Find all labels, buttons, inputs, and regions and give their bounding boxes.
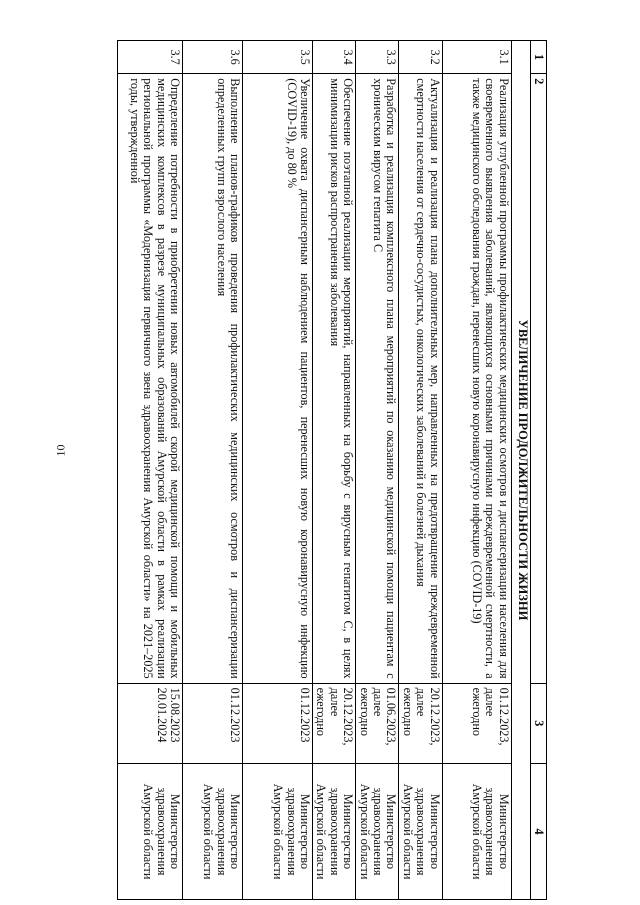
table-row (242, 41, 312, 900)
row-number: 3.2 (399, 41, 442, 74)
row-executor: Министерство здравоохранения Амурской области (312, 763, 355, 899)
row-number: 3.5 (242, 41, 312, 74)
row-executor: Министерство здравоохранения Амурской области (242, 763, 312, 899)
row-executor: Министерство здравоохранения Амурской области (442, 763, 511, 899)
row-executor: Министерство здравоохранения Амурской области (117, 763, 182, 899)
section-row (511, 41, 530, 900)
row-date: 20.12.2023, далее ежегодно (312, 683, 355, 763)
page-number: 10 (53, 444, 68, 457)
section-title: УВЕЛИЧЕНИЕ ПРОДОЛЖИТЕЛЬНОСТИ ЖИЗНИ (511, 41, 530, 900)
row-text: Реализация углубленной программы профилактических медицинских осмотров и диспансеризации населения для своевременного выявления заболеваний, являющихся основными причинами преждевременной смертности, а также медицинского обследования граждан, перенесших новую коронавирусную инфекцию (COVID-19) (442, 74, 511, 683)
row-number: 3.7 (117, 41, 182, 74)
table-row (399, 41, 442, 900)
row-text: Увеличение охвата диспансерным наблюдением пациентов, перенесших новую коронавирусную инфекцию (COVID-19), до 80 % (242, 74, 312, 683)
measures-table (117, 40, 547, 900)
table-row (356, 41, 399, 900)
table-header-row (530, 41, 546, 900)
row-text: Обеспечение поэтапной реализации мероприятий, направленных на борьбу с вирусным гепатитом С, в целях минимизации рисков распространения заболевания (312, 74, 355, 683)
row-date: 20.12.2023, далее ежегодно (399, 683, 442, 763)
row-date: 01.06.2023, далее ежегодно (356, 683, 399, 763)
row-text: Определение потребности в приобретении новых автомобилей скорой медицинской помощи и мобильных медицинских комплексов в разрезе муниципальных образований Амурской области в рамках реализации региональной программы «Модернизация первичного звена здравоохранения Амурской области» на 2021–2025 годы, утвержденной (117, 74, 182, 683)
row-text: Актуализация и реализация плана дополнительных мер, направленных на предотвращение преждевременной смертности населения от сердечно-сосудистых, онкологических заболеваний и болезней дыхания (399, 74, 442, 683)
header-col-2: 2 (530, 74, 546, 683)
row-number: 3.3 (356, 41, 399, 74)
table-row (117, 41, 182, 900)
header-col-3: 3 (530, 683, 546, 763)
table-row (182, 41, 242, 900)
rotated-table-container (92, 40, 547, 900)
header-col-4: 4 (530, 763, 546, 899)
row-date: 01.12.2023 (182, 683, 242, 763)
row-executor: Министерство здравоохранения Амурской области (182, 763, 242, 899)
row-number: 3.4 (312, 41, 355, 74)
row-date: 01.12.2023 (242, 683, 312, 763)
row-number: 3.6 (182, 41, 242, 74)
row-executor: Министерство здравоохранения Амурской области (356, 763, 399, 899)
header-col-1: 1 (530, 41, 546, 74)
row-date: 01.12.2023, далее ежегодно (442, 683, 511, 763)
row-date: 15.08.2023 20.01.2024 (117, 683, 182, 763)
row-number: 3.1 (442, 41, 511, 74)
row-executor: Министерство здравоохранения Амурской области (399, 763, 442, 899)
table-row (442, 41, 511, 900)
row-text: Выполнение планов-графиков проведения профилактических медицинских осмотров и диспансеризации определенных групп взрослого населения (182, 74, 242, 683)
table-row (312, 41, 355, 900)
row-text: Разработка и реализация комплексного плана мероприятий по оказанию медицинской помощи пациентам с хроническим вирусом гепатита С (356, 74, 399, 683)
